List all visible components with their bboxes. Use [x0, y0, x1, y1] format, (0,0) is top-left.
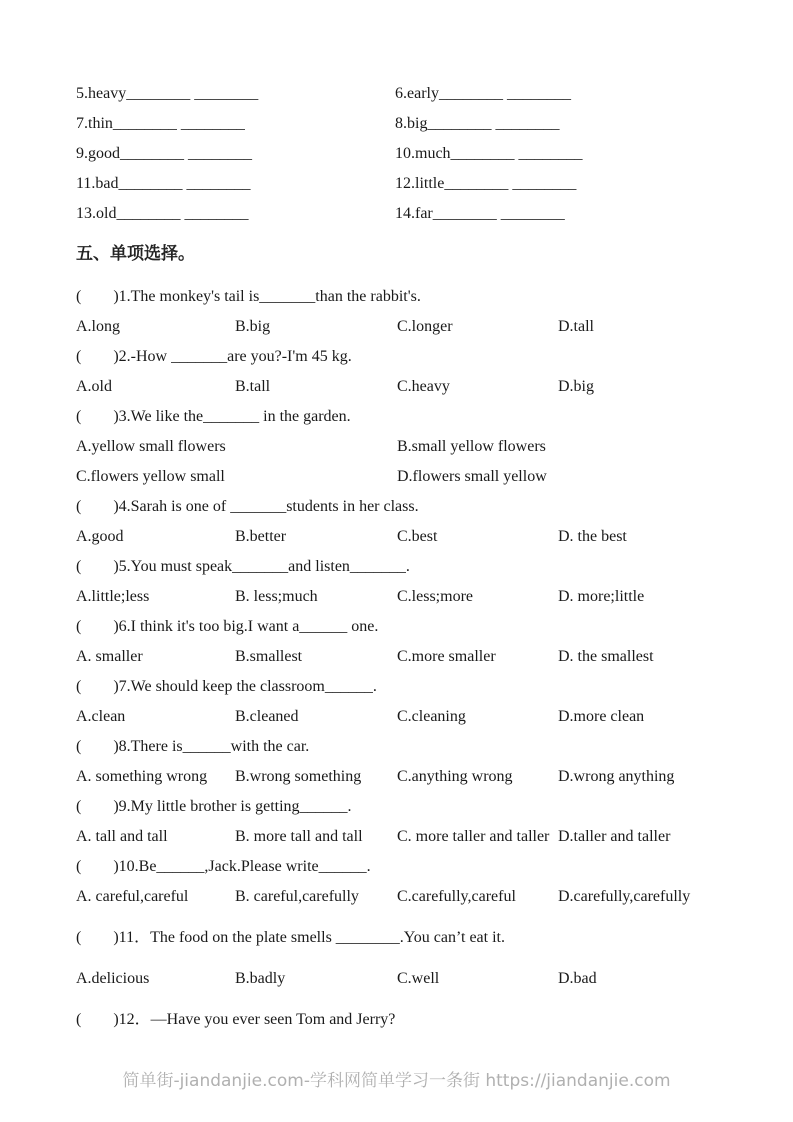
- question-text: ( )10.Be______,Jack.Please write______.: [76, 858, 371, 875]
- options-row: [76, 702, 773, 732]
- question-text: ( )11．The food on the plate smells ________.You can’t eat it.: [76, 929, 505, 946]
- option-item: D.wrong anything: [558, 768, 675, 785]
- options-row: [76, 882, 773, 912]
- options-row: [76, 312, 773, 342]
- option-item: D.carefully,carefully: [558, 888, 691, 905]
- option-item: A.delicious: [76, 970, 150, 987]
- options-row: [76, 522, 773, 552]
- option-item: C.well: [397, 970, 440, 987]
- footer-watermark: 简单街-jiandanjie.com-学科网简单学习一条街 https://jiandanjie.com: [122, 1071, 671, 1091]
- options-row: [76, 432, 773, 492]
- word-pair-row: [76, 169, 773, 199]
- option-item: C.anything wrong: [397, 768, 513, 785]
- question-text: ( )2.-How _______are you?-I'm 45 kg.: [76, 348, 352, 365]
- option-item: B. more tall and tall: [235, 828, 363, 845]
- option-item: C.best: [397, 528, 438, 545]
- question-text: ( )6.I think it's too big.I want a______ one.: [76, 618, 379, 635]
- option-item: D.tall: [558, 318, 594, 335]
- word-pair-row: [76, 109, 773, 139]
- question-text: ( )4.Sarah is one of _______students in her class.: [76, 498, 419, 515]
- option-item: B.tall: [235, 378, 271, 395]
- options-row: [76, 372, 773, 402]
- option-item: C.carefully,careful: [397, 888, 516, 905]
- option-item: D. the smallest: [558, 648, 654, 665]
- word-pair-row: [76, 199, 773, 229]
- option-item: D. more;little: [558, 588, 645, 605]
- option-item: A.good: [76, 528, 124, 545]
- word-pair-item: 5.heavy________ ________: [76, 85, 259, 102]
- word-pair-row: [76, 79, 773, 109]
- word-pair-item: 7.thin________ ________: [76, 115, 245, 132]
- options-row: [76, 822, 773, 852]
- option-item: A.old: [76, 378, 112, 395]
- option-item: D.bad: [558, 970, 597, 987]
- options-row: [76, 762, 773, 792]
- option-item: D.big: [558, 378, 594, 395]
- option-item: B.smallest: [235, 648, 303, 665]
- option-item: B. less;much: [235, 588, 318, 605]
- word-pair-item: 8.big________ ________: [395, 115, 560, 132]
- word-pair-item: 10.much________ ________: [395, 145, 583, 162]
- option-item: A. something wrong: [76, 768, 208, 785]
- option-item: C.heavy: [397, 378, 450, 395]
- option-item: C.more smaller: [397, 648, 496, 665]
- option-item: C.cleaning: [397, 708, 466, 725]
- question-text: ( )1.The monkey's tail is_______than the rabbit's.: [76, 288, 421, 305]
- option-item: A.little;less: [76, 588, 150, 605]
- option-item: B.cleaned: [235, 708, 299, 725]
- option-item: A.long: [76, 318, 120, 335]
- option-item: B.small yellow flowers: [397, 438, 546, 455]
- options-row: [76, 582, 773, 612]
- question-text: ( )5.You must speak_______and listen_______.: [76, 558, 410, 575]
- question-text: ( )7.We should keep the classroom______.: [76, 678, 377, 695]
- option-item: D.taller and taller: [558, 828, 671, 845]
- option-item: B.better: [235, 528, 287, 545]
- word-pair-item: 6.early________ ________: [395, 85, 571, 102]
- word-pair-item: 13.old________ ________: [76, 205, 249, 222]
- question-text: ( )8.There is______with the car.: [76, 738, 310, 755]
- option-item: A.clean: [76, 708, 126, 725]
- option-item: D.more clean: [558, 708, 645, 725]
- option-item: B.big: [235, 318, 271, 335]
- option-item: B. careful,carefully: [235, 888, 359, 905]
- options-row: [76, 642, 773, 672]
- question-text: ( )3.We like the_______ in the garden.: [76, 408, 351, 425]
- word-pair-row: [76, 139, 773, 169]
- option-item: A.yellow small flowers: [76, 438, 226, 455]
- option-item: A. careful,careful: [76, 888, 189, 905]
- option-item: C.less;more: [397, 588, 473, 605]
- option-item: A. tall and tall: [76, 828, 168, 845]
- option-item: D. the best: [558, 528, 627, 545]
- word-pair-item: 14.far________ ________: [395, 205, 565, 222]
- word-pair-item: 9.good________ ________: [76, 145, 252, 162]
- option-item: C. more taller and taller: [397, 828, 550, 845]
- word-pair-item: 12.little________ ________: [395, 175, 577, 192]
- option-item: D.flowers small yellow: [397, 468, 547, 485]
- option-item: B.badly: [235, 970, 286, 987]
- option-item: B.wrong something: [235, 768, 362, 785]
- option-item: A. smaller: [76, 648, 143, 665]
- section-heading: 五、单项选择。: [76, 244, 195, 263]
- question-text: ( )9.My little brother is getting______.: [76, 798, 352, 815]
- question-text: ( )12．—Have you ever seen Tom and Jerry?: [76, 1011, 396, 1028]
- option-item: C.flowers yellow small: [76, 468, 225, 485]
- options-row: [76, 964, 773, 994]
- option-item: C.longer: [397, 318, 453, 335]
- word-pair-item: 11.bad________ ________: [76, 175, 251, 192]
